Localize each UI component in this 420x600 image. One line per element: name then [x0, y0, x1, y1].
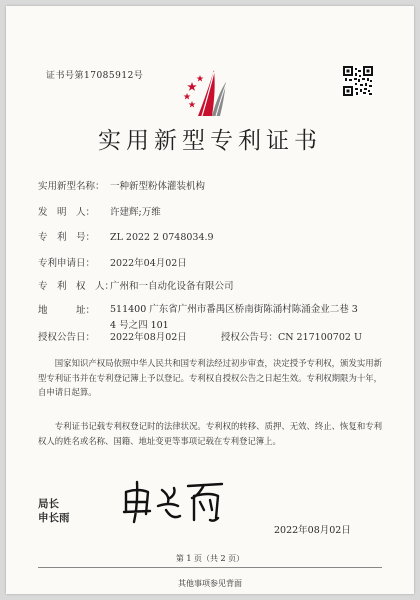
patent-office-emblem-icon	[178, 60, 242, 120]
field-grant-announcement: 授权公告日： 2022年08月02日 授权公告号：CN 217100702 U	[38, 332, 362, 343]
grant-statement-paragraph: 国家知识产权局依照中华人民共和国专利法经过初步审查，决定授予专利权，颁发实用新型专利证书并在专利登记簿上予以登记。专利权自授权公告之日起生效。专利权期限为十年，自申请日起算。	[38, 358, 382, 397]
legal-status-paragraph: 专利证书记载专利权登记时的法律状况。专利权的转移、质押、无效、终止、恢复和专利权人的姓名或名称、国籍、地址变更等事项记载在专利登记簿上。	[38, 421, 382, 446]
field-patentee: 专 利 权 人：广州和一自动化设备有限公司	[38, 281, 234, 292]
field-address-value: 511400 广东省广州市番禺区桥南街陈涌村陈涌金业二巷 3 4 号之四 101	[110, 304, 358, 331]
footer-notice: 其他事项参见背面	[178, 579, 242, 588]
footer-divider	[38, 567, 382, 568]
certificate-page	[6, 6, 414, 594]
certificate-title: 实用新型专利证书	[98, 128, 322, 154]
field-utility-model-name: 实用新型名称： 一种新型粉体灌装机构	[38, 181, 206, 192]
signature-date: 2022年08月02日	[274, 525, 351, 536]
certificate-number: 证书号第17085912号	[46, 71, 144, 81]
page-number: 第 1 页（共 2 页）	[175, 554, 245, 563]
handwritten-signature	[118, 476, 228, 526]
qr-code-icon	[343, 66, 373, 96]
field-address-label: 地 址：	[38, 305, 96, 316]
field-application-date: 专利申请日： 2022年04月02日	[38, 258, 187, 269]
field-inventor: 发 明 人： 许建辉;万维	[38, 207, 161, 218]
signatory-title: 局长	[38, 498, 59, 510]
field-patent-number: 专 利 号： ZL 2022 2 0748034.9	[38, 232, 214, 243]
signatory-name: 申长雨	[38, 512, 70, 524]
